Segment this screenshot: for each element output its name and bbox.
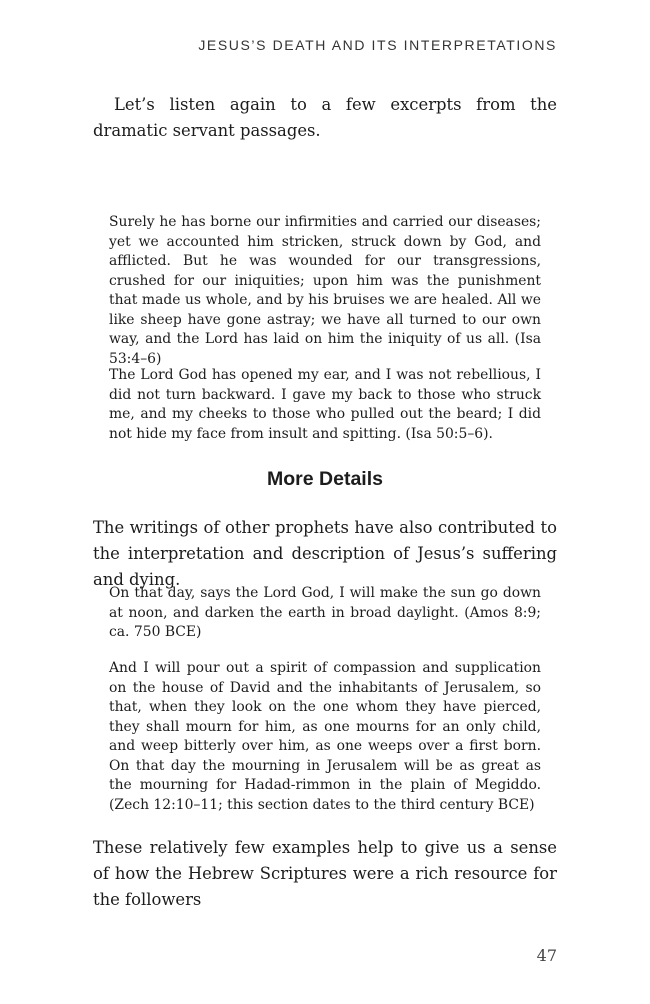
page-number: 47 (536, 946, 557, 965)
intro-paragraph: Let’s listen again to a few excerpts from the dramatic servant passages. (93, 95, 557, 140)
section-lead-paragraph: The writings of other prophets have also contributed to the interpretation and description of Jesus’s suffering and dying. (93, 518, 557, 589)
block-quote-amos: On that day, says the Lord God, I will make the sun go down at noon, and darken the earth in broad daylight. (Amos 8:9; ca. 750 BCE) (109, 585, 541, 640)
closing-paragraph: These relatively few examples help to give us a sense of how the Hebrew Scriptures were a rich resource for the followers (93, 838, 557, 909)
block-quote-isaiah-53: Surely he has borne our infirmities and carried our diseases; yet we accounted him stricken, struck down by God, and afflicted. But he was wounded for our transgressions, crushed for our iniquities; upon him was the punishment that made us whole, and by his bruises we are healed. All we like sheep have gone astray; we have all turned to our own way, and the Lord has laid on him the iniquity of us all. (Isa 53:4–6) (109, 214, 541, 367)
section-heading: More Details (267, 468, 383, 490)
block-quote-zechariah: And I will pour out a spirit of compassion and supplication on the house of David and the inhabitants of Jerusalem, so that, when they look on the one whom they have pierced, they shall mourn for him, as one mourns for an only child, and weep bitterly over him, as one weeps over a first born. On that day the mourning in Jerusalem will be as great as the mourning for Hadad-rimmon in the plain of Megiddo. (Zech 12:10–11; this section dates to the third century BCE) (109, 660, 541, 813)
running-head: JESUS’S DEATH AND ITS INTERPRETATIONS (198, 37, 557, 53)
block-quote-isaiah-50: The Lord God has opened my ear, and I was not rebellious, I did not turn backward. I gave my back to those who struck me, and my cheeks to those who pulled out the beard; I did not hide my face from insult and spitting. (Isa 50:5–6). (109, 367, 541, 442)
